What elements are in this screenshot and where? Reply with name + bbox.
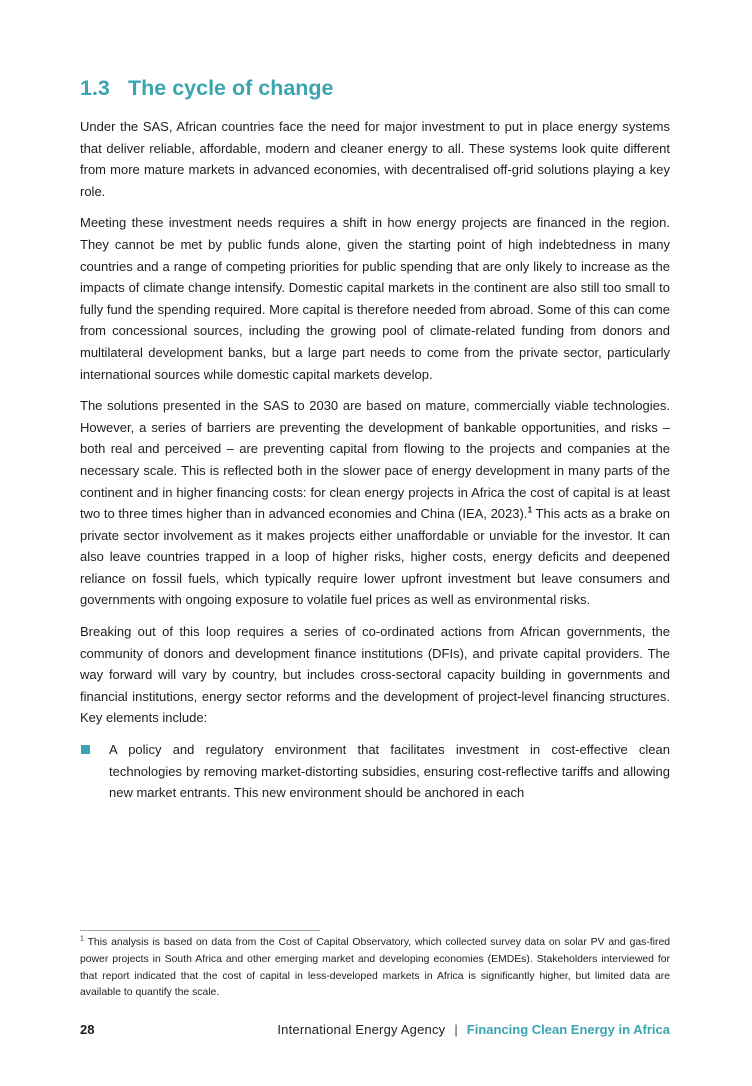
page-footer (80, 1022, 670, 1042)
footer-credit (277, 1022, 670, 1037)
paragraph-3-text-b: This acts as a brake on private sector involvement as it makes projects either unaffordable or unviable for the investor. It can also leave countries trapped in a loop of higher risks, higher costs, energy deficits and deepened reliance on fossil fuels, which typically require lower upfront investment but leave consumers and governments with ongoing exposure to volatile fuel prices as well as environmental risks. (80, 506, 670, 608)
section-heading (80, 76, 334, 101)
footnote-text: This analysis is based on data from the Cost of Capital Observatory, which collected survey data on solar PV and gas-fired power projects in South Africa and other emerging market and developing economies (EMDEs). Stakeholders interviewed for that report indicated that the cost of capital in less-developed markets in Africa is significantly higher, but limited data are available to quantify the scale. (80, 937, 670, 999)
paragraph-3 (80, 395, 670, 611)
paragraph-3-text-a: The solutions presented in the SAS to 2030 are based on mature, commercially viable technologies. However, a series of barriers are preventing the development of bankable opportunities, and risks – both real and perceived – are preventing capital from flowing to the projects and companies at the necessary scale. This is reflected both in the slower pace of energy development in many parts of the continent and in higher financing costs: for clean energy projects in Africa the cost of capital is at least two to three times higher than in advanced economies and China (IEA, 2023). (80, 398, 670, 522)
bullet-square-icon (81, 745, 90, 754)
section-number: 1.3 (80, 76, 110, 100)
bullet-item (80, 739, 670, 804)
footnote-mark: 1 (80, 935, 84, 943)
footer-separator: | (454, 1022, 458, 1037)
paragraph-2: Meeting these investment needs requires a shift in how energy projects are financed in the region. They cannot be met by public funds alone, given the starting point of high indebtedness in many countries and a range of competing priorities for public spending that are only likely to increase as the impacts of climate change intensify. Domestic capital markets in the continent are also still too small to fully fund the spending required. More capital is therefore needed from abroad. Some of this can come from concessional sources, including the growing pool of climate-related funding from donors and multilateral development banks, but a large part needs to come from the private sector, particularly international sources while domestic capital markets develop. (80, 215, 670, 382)
report-title: Financing Clean Energy in Africa (466, 1022, 670, 1037)
bullet-text: A policy and regulatory environment that facilitates investment in cost-effective clean technologies by removing market-distorting subsidies, ensuring cost-reflective tariffs and allowing new market entrants. This new environment should be anchored in each (109, 742, 670, 801)
footnote-divider (80, 930, 320, 931)
footnote (80, 935, 670, 1002)
body-text (80, 116, 670, 804)
section-title: The cycle of change (128, 76, 334, 100)
page-number: 28 (80, 1022, 95, 1037)
paragraph-4: Breaking out of this loop requires a series of co-ordinated actions from African governments, the community of donors and development finance institutions (DFIs), and private capital providers. The way forward will vary by country, but includes cross-sectoral capacity building in governments and financial institutions, energy sector reforms and the development of project-level financing structures. Key elements include: (80, 624, 670, 726)
paragraph-1: Under the SAS, African countries face the need for major investment to put in place energy systems that deliver reliable, affordable, modern and cleaner energy to all. These systems look quite different from more mature markets in advanced economies, with decentralised off-grid solutions playing a key role. (80, 119, 670, 199)
footnote-reference[interactable]: 1 (527, 504, 533, 515)
publisher-name: International Energy Agency (277, 1022, 446, 1037)
